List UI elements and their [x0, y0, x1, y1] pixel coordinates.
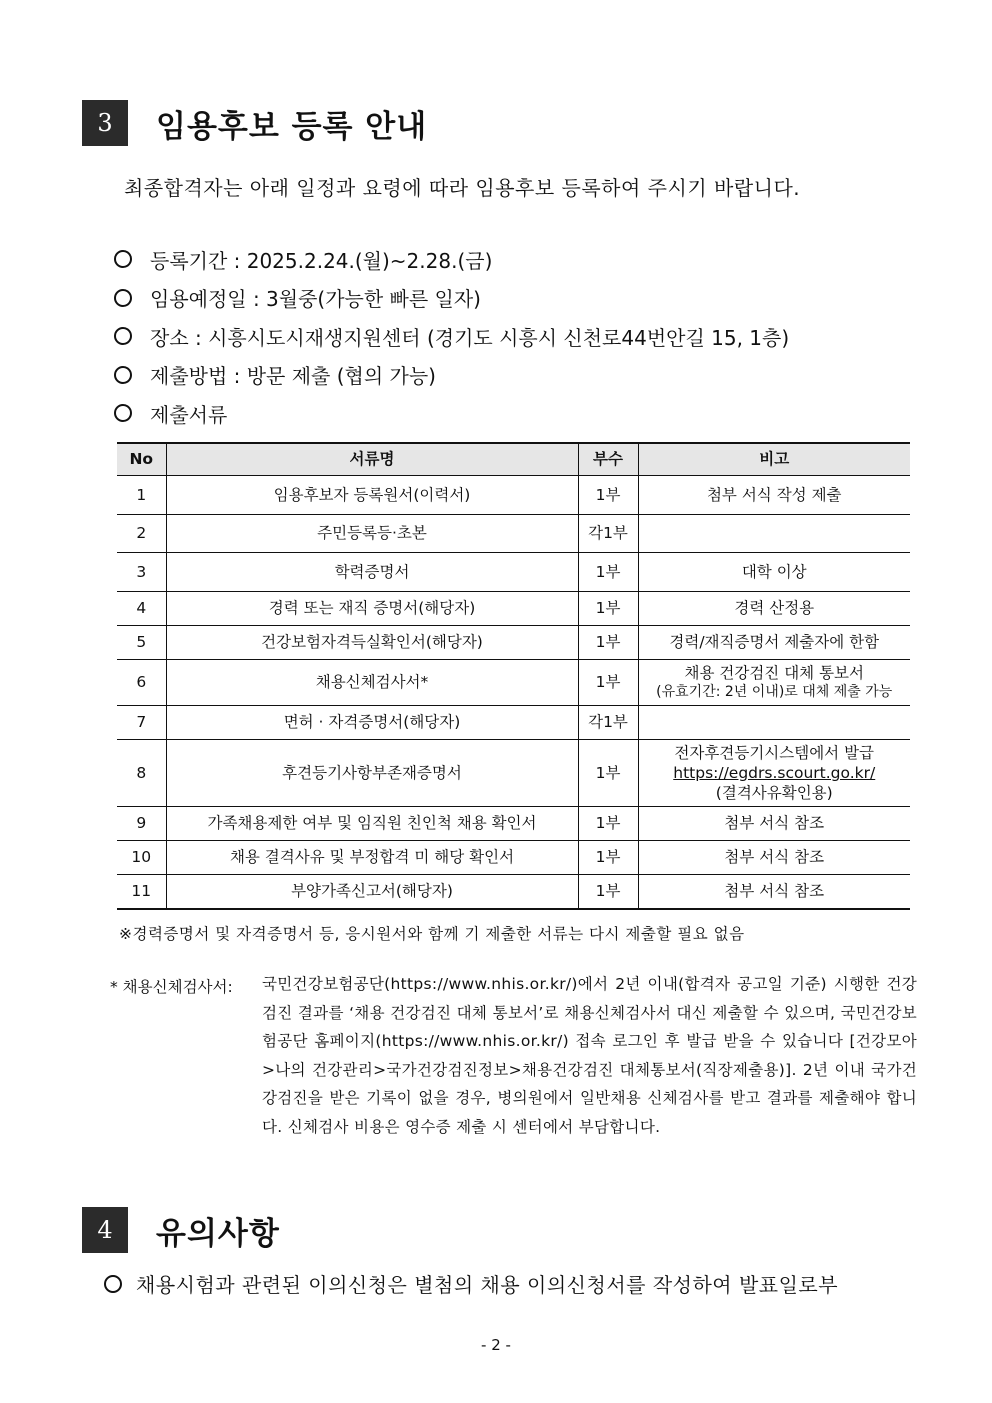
cell-note — [638, 706, 910, 740]
cell-no: 1 — [117, 476, 166, 515]
section-3-number: 3 — [82, 100, 128, 146]
circle-bullet-icon — [114, 250, 132, 268]
section-4-header — [82, 1207, 280, 1253]
cell-copies: 1부 — [578, 626, 638, 660]
cell-copies: 각1부 — [578, 706, 638, 740]
cell-note-line: (유효기간: 2년 이내)로 대체 제출 가능 — [656, 684, 893, 701]
cell-no: 8 — [117, 740, 166, 807]
cell-no: 2 — [117, 515, 166, 553]
documents-table — [117, 442, 910, 910]
bullet-submission-method — [114, 356, 789, 395]
egdrs-link[interactable]: https://egdrs.scourt.go.kr/ — [673, 763, 876, 782]
table-row — [117, 592, 910, 626]
table-row — [117, 841, 910, 875]
table-row — [117, 626, 910, 660]
section-4-number: 4 — [82, 1207, 128, 1253]
cell-name: 경력 또는 재직 증명서(해당자) — [166, 592, 578, 626]
cell-name: 학력증명서 — [166, 553, 578, 592]
cell-copies: 1부 — [578, 592, 638, 626]
cell-note: 경력/재직증명서 제출자에 한함 — [638, 626, 910, 660]
section-3-intro: 최종합격자는 아래 일정과 요령에 따라 임용후보 등록하여 주시기 바랍니다. — [124, 176, 801, 200]
cell-name: 면허 · 자격증명서(해당자) — [166, 706, 578, 740]
table-row — [117, 875, 910, 909]
cell-name: 가족채용제한 여부 및 임직원 친인척 채용 확인서 — [166, 807, 578, 841]
cell-copies: 1부 — [578, 553, 638, 592]
cell-name: 채용신체검사서* — [166, 660, 578, 706]
table-note: ※경력증명서 및 자격증명서 등, 응시원서와 함께 기 제출한 서류는 다시 제출할 필요 없음 — [119, 925, 745, 943]
cell-copies: 1부 — [578, 841, 638, 875]
cell-no: 4 — [117, 592, 166, 626]
cell-no: 5 — [117, 626, 166, 660]
col-header-copies: 부수 — [578, 443, 638, 476]
bullet-text: 임용예정일 : 3월중(가능한 빠른 일자) — [150, 287, 481, 312]
cell-note: 첨부 서식 작성 제출 — [638, 476, 910, 515]
bullet-appointment-date — [114, 279, 789, 318]
cell-no: 11 — [117, 875, 166, 909]
cell-copies: 1부 — [578, 807, 638, 841]
cell-note — [638, 740, 910, 807]
cell-no: 9 — [117, 807, 166, 841]
cell-copies: 1부 — [578, 476, 638, 515]
cell-note: 경력 산정용 — [638, 592, 910, 626]
bullet-documents — [114, 394, 789, 433]
bullet-registration-period — [114, 240, 789, 279]
bullet-text: 채용시험과 관련된 이의신청은 별첨의 채용 이의신청서를 작성하여 발표일로부 — [136, 1273, 839, 1297]
circle-bullet-icon — [114, 289, 132, 307]
cell-no: 7 — [117, 706, 166, 740]
cell-name: 건강보험자격득실확인서(해당자) — [166, 626, 578, 660]
section-4-bullet — [104, 1269, 838, 1298]
footnote-label: * 채용신체검사서: — [110, 978, 233, 996]
section-3-bullet-list — [114, 240, 789, 433]
col-header-no: No — [117, 443, 166, 476]
table-row — [117, 740, 910, 807]
cell-note — [638, 660, 910, 706]
cell-name: 채용 결격사유 및 부정합격 미 해당 확인서 — [166, 841, 578, 875]
cell-name: 부양가족신고서(해당자) — [166, 875, 578, 909]
cell-no: 3 — [117, 553, 166, 592]
page-number: - 2 - — [481, 1336, 511, 1354]
section-3-header — [82, 100, 427, 146]
table-row — [117, 476, 910, 515]
cell-no: 6 — [117, 660, 166, 706]
cell-note: 대학 이상 — [638, 553, 910, 592]
cell-copies: 1부 — [578, 740, 638, 807]
circle-bullet-icon — [114, 366, 132, 384]
table-row — [117, 807, 910, 841]
bullet-text: 제출방법 : 방문 제출 (협의 가능) — [150, 364, 436, 389]
cell-name: 후견등기사항부존재증명서 — [166, 740, 578, 807]
bullet-text: 장소 : 시흥시도시재생지원센터 (경기도 시흥시 신천로44번안길 15, 1층) — [150, 325, 790, 350]
cell-copies: 각1부 — [578, 515, 638, 553]
bullet-text: 제출서류 — [150, 402, 228, 427]
table-row — [117, 515, 910, 553]
cell-copies: 1부 — [578, 660, 638, 706]
circle-bullet-icon — [114, 404, 132, 422]
bullet-location — [114, 317, 789, 356]
cell-note: 첨부 서식 참조 — [638, 875, 910, 909]
cell-note: 첨부 서식 참조 — [638, 841, 910, 875]
cell-no: 10 — [117, 841, 166, 875]
bullet-text: 등록기간 : 2025.2.24.(월)~2.28.(금) — [150, 248, 493, 273]
col-header-note: 비고 — [638, 443, 910, 476]
table-row — [117, 660, 910, 706]
cell-note: 첨부 서식 참조 — [638, 807, 910, 841]
cell-note-line: (결격사유확인용) — [715, 784, 833, 803]
table-header-row — [117, 443, 910, 476]
circle-bullet-icon — [114, 327, 132, 345]
section-4-title: 유의사항 — [156, 1215, 280, 1252]
cell-note-line: 전자후견등기시스템에서 발급 — [674, 743, 875, 762]
table-row — [117, 706, 910, 740]
circle-bullet-icon — [104, 1275, 122, 1293]
cell-note — [638, 515, 910, 553]
col-header-name: 서류명 — [166, 443, 578, 476]
cell-name: 임용후보자 등록원서(이력서) — [166, 476, 578, 515]
footnote-text: 국민건강보험공단(https://www.nhis.or.kr/)에서 2년 이내(합격자 공고일 기준) 시행한 건강검진 결과를 ‘채용 건강검진 대체 통보서’로 채용신체검사서 대신 제출할 수 있으며, 국민건강보험공단 홈페이지(https://www.nhis.or.kr/) 접속 로그인 후 발급 받을 수 있습니다 [건강모아>나의 건강관리>국가건강검진정보>채용건강검진 대체통보서(직장제출용)]. 2년 이내 국가건강검진을 받은 기록이 없을 경우, 병의원에서 일반채용 신체검사를 받고 결과를 제출해야 합니다. 신체검사 비용은 영수증 제출 시 센터에서 부담합니다. — [262, 975, 917, 1136]
table-row — [117, 553, 910, 592]
cell-note-line: 채용 건강검진 대체 통보서 — [684, 664, 864, 683]
cell-copies: 1부 — [578, 875, 638, 909]
section-3-title: 임용후보 등록 안내 — [156, 108, 428, 145]
cell-name: 주민등록등·초본 — [166, 515, 578, 553]
